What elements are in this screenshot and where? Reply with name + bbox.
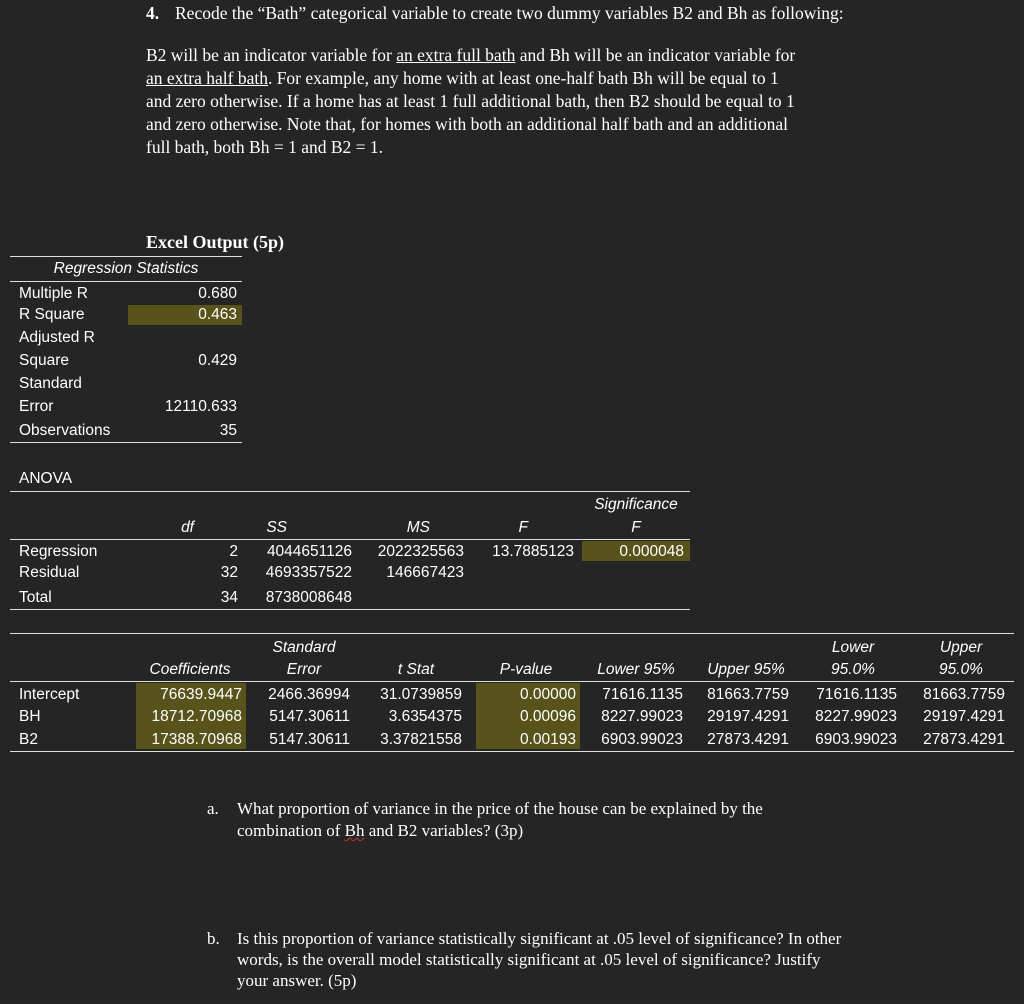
question-paragraph-line-4: and zero otherwise. Note that, for homes with both an additional half bath and an additional <box>146 114 788 134</box>
subquestion-a-line-2 <box>237 820 523 842</box>
subquestion-b-line-2: words, is the overall model statistically significant at .05 level of significance? Justify <box>237 950 821 969</box>
stat-value: 12110.633 <box>164 398 237 415</box>
question-title: Recode the “Bath” categorical variable to create two dummy variables B2 and Bh as following: <box>175 3 844 23</box>
stat-label: Observations <box>19 422 111 439</box>
anova-ss: 4693357522 <box>265 564 352 581</box>
underlined-phrase-half-bath: an extra half bath <box>146 68 268 88</box>
coef-lower95: 8227.99023 <box>601 708 683 725</box>
anova-ss: 4044651126 <box>266 543 352 560</box>
question-paragraph-line-2 <box>146 68 779 89</box>
header-standard: Standard <box>272 639 336 656</box>
coef-p: 0.00096 <box>519 708 576 725</box>
question-paragraph-line-1 <box>146 45 795 66</box>
divider <box>10 609 690 610</box>
excel-output-title: Excel Output (5p) <box>146 232 285 252</box>
header-coefficients: Coefficients <box>149 661 231 678</box>
stat-value: 0.463 <box>198 306 237 323</box>
text-segment: B2 will be an indicator variable for <box>146 45 397 65</box>
anova-df: 34 <box>220 589 238 606</box>
coef-lower950: 6903.99023 <box>815 731 897 748</box>
coef-t: 3.6354375 <box>388 708 462 725</box>
stat-value: 0.680 <box>198 285 237 302</box>
coef-lower950: 8227.99023 <box>815 708 897 725</box>
coef-row-label: BH <box>19 708 41 725</box>
anova-f: 13.7885123 <box>492 543 574 560</box>
subquestion-a-label: a. <box>207 799 219 818</box>
header-upper-95: Upper 95% <box>707 661 785 678</box>
stat-value: 0.429 <box>198 352 237 369</box>
anova-title: ANOVA <box>19 470 73 487</box>
spellcheck-word: Bh <box>344 821 365 840</box>
anova-df: 32 <box>220 564 238 581</box>
coef-p: 0.00193 <box>519 731 576 748</box>
anova-ms: 146667423 <box>386 564 464 581</box>
coef-value: 18712.70968 <box>151 708 242 725</box>
header-lower-95-0: 95.0% <box>831 661 875 678</box>
text-segment: . For example, any home with at least one-half bath Bh will be equal to 1 <box>267 68 779 88</box>
subquestion-b-label: b. <box>207 929 220 948</box>
stat-label-cont: Square <box>19 352 69 369</box>
coef-lower95: 71616.1135 <box>602 686 683 703</box>
divider <box>10 539 690 540</box>
coef-row-label: Intercept <box>19 686 80 703</box>
coef-upper950: 27873.4291 <box>923 731 1005 748</box>
coef-upper95: 29197.4291 <box>707 708 789 725</box>
header-lower-95: Lower 95% <box>597 661 675 678</box>
divider <box>10 256 242 257</box>
divider <box>10 681 1014 682</box>
coef-upper95: 27873.4291 <box>707 731 789 748</box>
header-error: Error <box>286 661 322 678</box>
regression-statistics-header: Regression Statistics <box>53 260 199 277</box>
coef-value: 17388.70968 <box>151 731 242 748</box>
coef-se: 2466.36994 <box>268 686 350 703</box>
stat-value: 35 <box>219 422 237 439</box>
stat-label-cont: Error <box>19 398 54 415</box>
subquestion-b-line-3: your answer. (5p) <box>237 971 357 990</box>
coef-t: 3.37821558 <box>380 731 462 748</box>
header-p-value: P-value <box>499 661 553 678</box>
coef-row-label: B2 <box>19 731 38 748</box>
anova-df: 2 <box>229 543 238 560</box>
divider <box>10 633 1014 634</box>
coef-upper950: 81663.7759 <box>923 686 1005 703</box>
header-df: df <box>181 519 194 536</box>
header-upper-95-0: 95.0% <box>939 661 983 678</box>
text-segment: and B2 variables? (3p) <box>364 821 524 840</box>
coef-value: 76639.9447 <box>160 686 242 703</box>
coef-upper950: 29197.4291 <box>923 708 1005 725</box>
subquestion-b-line-1: Is this proportion of variance statistically significant at .05 level of significance? In other <box>237 929 842 948</box>
stat-label: Adjusted R <box>19 329 95 346</box>
divider <box>10 442 242 443</box>
stat-label: Multiple R <box>19 285 88 302</box>
coef-upper95: 81663.7759 <box>707 686 789 703</box>
coef-se: 5147.30611 <box>269 731 350 748</box>
coef-t: 31.0739859 <box>380 686 462 703</box>
anova-ms: 2022325563 <box>377 543 464 560</box>
stat-label: R Square <box>19 306 85 323</box>
header-significance-f: F <box>631 519 641 536</box>
anova-row-label: Regression <box>19 543 98 560</box>
subquestion-a-line-1: What proportion of variance in the price of the house can be explained by the <box>237 799 763 818</box>
question-paragraph-line-3: and zero otherwise. If a home has at least 1 full additional bath, then B2 should be equal to 1 <box>146 91 795 111</box>
coef-p: 0.00000 <box>519 686 576 703</box>
anova-significance: 0.000048 <box>619 543 684 560</box>
text-segment: and Bh will be an indicator variable for <box>515 45 796 65</box>
header-f: F <box>518 519 528 536</box>
header-ss: SS <box>266 519 287 536</box>
header-t-stat: t Stat <box>397 661 435 678</box>
text-segment: combination of <box>237 821 345 840</box>
anova-row-label: Total <box>19 589 52 606</box>
header-ms: MS <box>406 519 430 536</box>
anova-ss: 8738008648 <box>265 589 352 606</box>
divider <box>10 281 242 282</box>
divider <box>10 491 690 492</box>
header-significance: Significance <box>594 496 678 513</box>
divider <box>10 751 1014 752</box>
stat-label: Standard <box>19 375 82 392</box>
coef-lower950: 71616.1135 <box>816 686 897 703</box>
header-lower: Lower <box>831 639 875 656</box>
question-paragraph-line-5: full bath, both Bh = 1 and B2 = 1. <box>146 137 384 157</box>
anova-row-label: Residual <box>19 564 80 581</box>
underlined-phrase-full-bath: an extra full bath <box>396 45 516 65</box>
coef-lower95: 6903.99023 <box>601 731 683 748</box>
header-upper: Upper <box>939 639 983 656</box>
question-number: 4. <box>146 3 160 23</box>
coef-se: 5147.30611 <box>269 708 350 725</box>
